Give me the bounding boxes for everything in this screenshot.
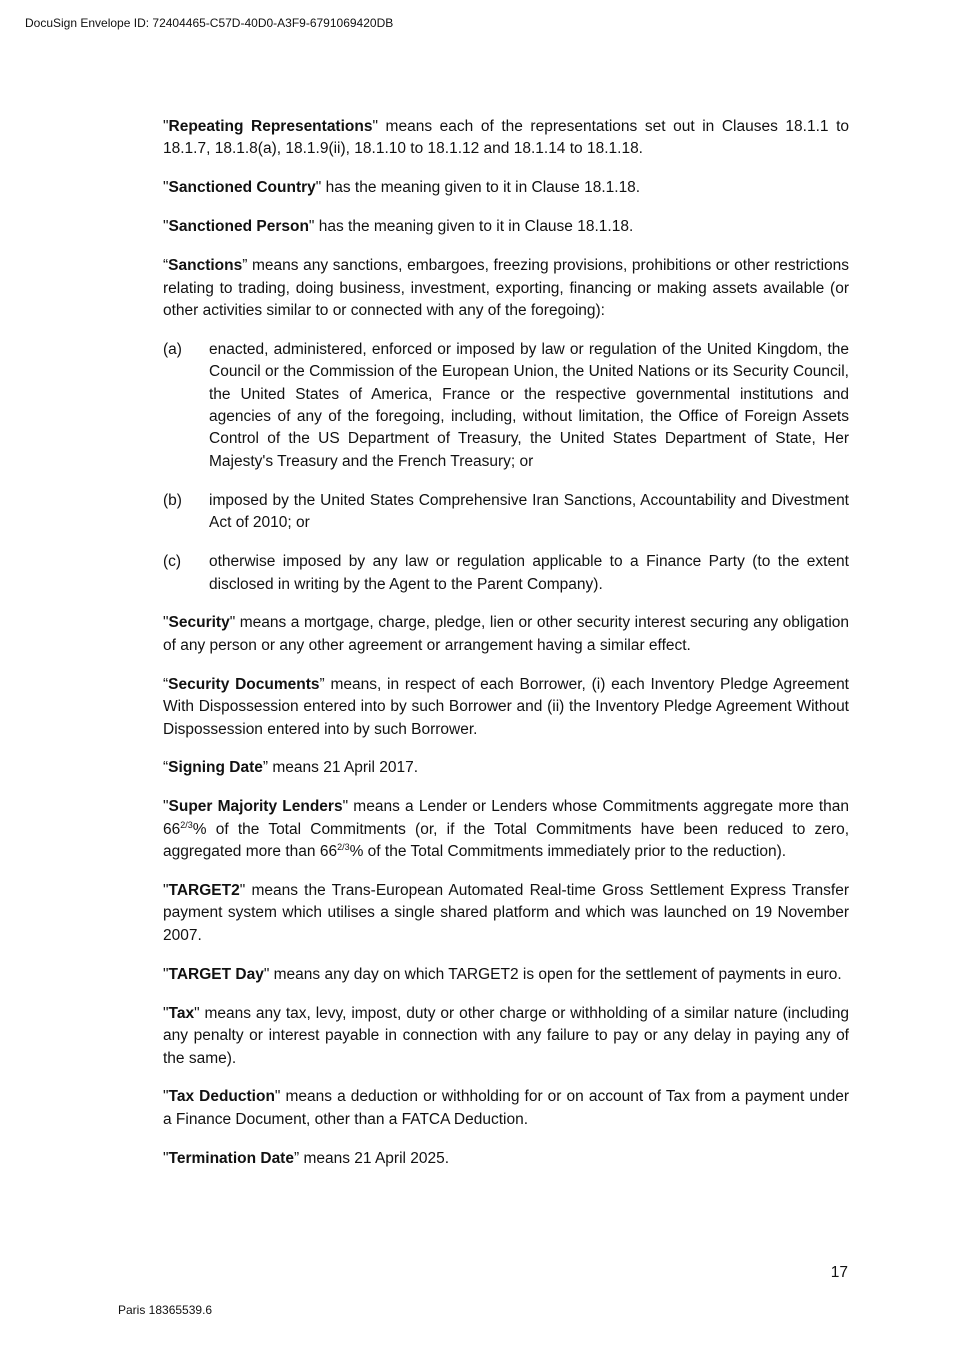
definition-text: means a mortgage, charge, pledge, lien or other security interest securing any obligation of any person or any other agreement or arrangement having a similar effect.	[163, 614, 849, 654]
defined-term: Security Documents	[168, 675, 320, 693]
definition-sanctioned-country	[163, 177, 849, 199]
quote: “	[163, 759, 169, 777]
defined-term: Security	[168, 614, 230, 632]
sanctions-item-c	[163, 551, 849, 596]
definition-sanctioned-person	[163, 216, 849, 238]
quote: "	[163, 118, 169, 135]
defined-term: Sanctioned Country	[168, 179, 316, 197]
quote: "	[194, 1004, 200, 1022]
quote: "	[163, 882, 169, 900]
item-label: (c)	[163, 553, 182, 571]
fraction-superscript: 2/3	[180, 819, 193, 830]
defined-term: Repeating Representations	[168, 118, 373, 135]
definition-text: means the Trans-European Automated Real-time Gross Settlement Express Transfer payment system which utilises a single shared platform and which was launched on 19 November 2007.	[163, 882, 849, 944]
defined-term: Tax	[168, 1004, 195, 1022]
definition-text: has the meaning given to it in Clause 18.1.18.	[321, 179, 641, 197]
definition-text: means 21 April 2017.	[268, 759, 419, 777]
docusign-envelope-id: DocuSign Envelope ID: 72404465-C57D-40D0-A3F9-6791069420DB	[25, 16, 394, 30]
quote: "	[263, 965, 270, 983]
definition-text: means 21 April 2025.	[299, 1149, 450, 1167]
quote: "	[315, 179, 322, 197]
quote: "	[163, 218, 169, 236]
definition-text: % of the Total Commitments immediately prior to the reduction).	[349, 843, 787, 861]
quote: "	[163, 1088, 169, 1106]
definition-signing-date	[163, 757, 849, 779]
quote: "	[163, 1004, 169, 1022]
quote: "	[163, 965, 169, 983]
quote: "	[229, 614, 236, 632]
definition-target2	[163, 880, 849, 947]
quote: "	[372, 118, 378, 135]
definition-text: has the meaning given to it in Clause 18.1.18.	[314, 218, 634, 236]
definition-text: means a deduction or withholding for or on account of Tax from a payment under a Finance Document, other than a FATCA Deduction.	[163, 1088, 849, 1128]
definition-termination-date	[163, 1148, 849, 1170]
definition-text: means any tax, levy, impost, duty or other charge or withholding of a similar nature (including any penalty or interest payable in connection with any failure to pay or any delay in paying any of the same).	[163, 1004, 849, 1067]
quote: "	[308, 218, 315, 236]
definition-text: means any day on which TARGET2 is open for the settlement of payments in euro.	[269, 965, 842, 983]
sanctions-item-a	[163, 339, 849, 473]
item-text: enacted, administered, enforced or imposed by law or regulation of the United Kingdom, the Council or the Commission of the European Union, the United Nations or its Security Council, the United States of America, France or the respective governmental institutions and agencies of any of the foregoing, including, without limitation, the Office of Foreign Assets Control of the US Department of Treasury, the United States Department of State, Her Majesty's Treasury and the French Treasury; or	[209, 340, 849, 470]
defined-term: Sanctioned Person	[168, 218, 309, 236]
quote: "	[163, 798, 169, 816]
definition-text: means each of the representations set out in Clauses 18.1.1 to 18.1.7, 18.1.8(a), 18.1.9(ii), 18.1.10 to 18.1.12 and 18.1.14 to 18.1.18.	[163, 118, 849, 158]
quote: ”	[262, 759, 269, 777]
quote: "	[163, 1149, 169, 1167]
quote: "	[342, 798, 349, 816]
fraction-superscript: 2/3	[337, 842, 350, 852]
definition-text: means any sanctions, embargoes, freezing provisions, prohibitions or other restrictions relating to trading, doing business, investment, exporting, financing or making assets available (or other activities similar to or connected with any of the foregoing):	[163, 257, 849, 319]
definition-repeating-representations	[163, 116, 849, 161]
defined-term: Sanctions	[168, 257, 243, 275]
defined-term: Termination Date	[168, 1149, 294, 1167]
quote: ”	[293, 1149, 300, 1167]
quote: "	[274, 1088, 281, 1106]
defined-term: TARGET2	[168, 882, 240, 900]
quote: “	[163, 257, 169, 275]
item-label: (b)	[163, 491, 182, 509]
sanctions-item-b	[163, 490, 849, 535]
definition-target-day	[163, 964, 849, 986]
defined-term: Super Majority Lenders	[168, 798, 343, 816]
defined-term: TARGET Day	[168, 965, 264, 983]
item-label: (a)	[163, 340, 182, 358]
quote: "	[163, 179, 169, 197]
definition-super-majority-lenders	[163, 796, 849, 863]
definition-security	[163, 612, 849, 657]
definition-text: % of the Total Commitments (or, if the Total Commitments have been reduced to zero, aggregated more than 66	[163, 820, 849, 861]
definition-sanctions	[163, 255, 849, 322]
item-text: imposed by the United States Comprehensive Iran Sanctions, Accountability and Divestment Act of 2010; or	[209, 491, 849, 532]
quote: “	[163, 675, 169, 693]
document-reference: Paris 18365539.6	[118, 1303, 213, 1317]
definition-tax-deduction	[163, 1086, 849, 1131]
quote: ”	[242, 257, 248, 275]
quote: "	[163, 614, 169, 632]
quote: ”	[319, 675, 325, 693]
definition-text: means, in respect of each Borrower, (i) each Inventory Pledge Agreement With Dispossession entered into by such Borrower and (ii) the Inventory Pledge Agreement Without Dispossession entered into by such Borrower.	[163, 675, 849, 738]
defined-term: Tax Deduction	[168, 1088, 275, 1106]
defined-term: Signing Date	[168, 759, 263, 777]
definition-security-documents	[163, 674, 849, 741]
quote: "	[239, 882, 246, 900]
definition-tax	[163, 1003, 849, 1070]
document-body	[163, 116, 849, 1187]
item-text: otherwise imposed by any law or regulation applicable to a Finance Party (to the extent disclosed in writing by the Agent to the Parent Company).	[209, 553, 849, 593]
page-number: 17	[830, 1264, 848, 1281]
definition-text: means a Lender or Lenders whose Commitments aggregate more than 66	[163, 798, 849, 838]
